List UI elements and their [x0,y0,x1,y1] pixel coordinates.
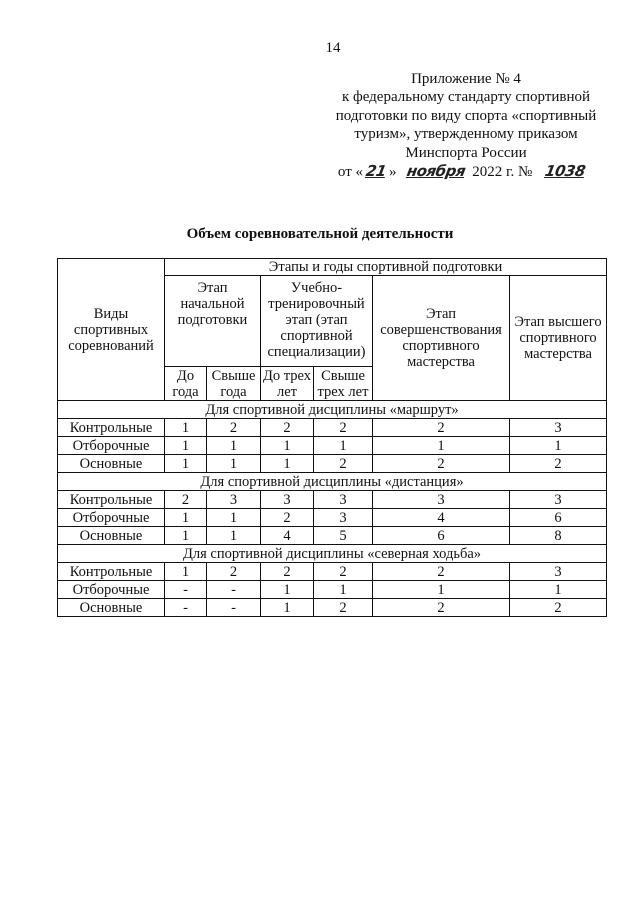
cell: 2 [314,419,373,437]
header-stage-initial: Этап начальной подготовки [165,276,261,367]
annex-line-1: к федеральному стандарту спортивной [341,89,591,106]
cell: 1 [314,437,373,455]
cell: 1 [165,509,207,527]
cell: 1 [207,509,261,527]
cell: 1 [207,527,261,545]
cell: 3 [510,491,607,509]
cell: 2 [510,455,607,473]
cell: 4 [373,509,510,527]
cell: 1 [165,563,207,581]
row-name: Контрольные [58,491,165,509]
cell: 2 [373,419,510,437]
cell: 3 [314,509,373,527]
cell: 1 [165,419,207,437]
cell: 2 [314,599,373,617]
cell: 2 [373,455,510,473]
cell: 2 [261,563,314,581]
cell: 3 [314,491,373,509]
cell: 2 [165,491,207,509]
annex-line-2: подготовки по виду спорта «спортивный [335,107,597,124]
table-row [58,581,607,599]
header-stages: Этапы и годы спортивной подготовки [165,259,607,276]
header-stage-highest: Этап высшего спортивного мастерства [510,276,607,401]
cell: 2 [261,509,314,527]
date-prefix: от « [337,164,364,181]
cell: 1 [261,581,314,599]
annex-line-4: Минспорта России [405,144,527,161]
cell: 1 [207,455,261,473]
header-row-stages [58,259,607,276]
row-name: Отборочные [58,437,165,455]
row-name: Основные [58,599,165,617]
cell: 1 [261,455,314,473]
cell: 1 [314,581,373,599]
handwritten-order-number: 1038 [543,162,587,181]
row-name: Отборочные [58,581,165,599]
cell: 8 [510,527,607,545]
cell: 1 [373,581,510,599]
cell: 1 [207,437,261,455]
row-name: Контрольные [58,419,165,437]
cell: 6 [373,527,510,545]
annex-block [330,70,602,181]
header-over-year: Свыше года [207,367,261,401]
header-competition-types: Виды спортивных соревнований [58,259,165,401]
cell: 2 [373,599,510,617]
annex-line-3: туризм», утвержденному приказом [354,126,578,143]
document-title: Объем соревновательной деятельности [186,226,454,242]
table-row [58,527,607,545]
row-name: Отборочные [58,509,165,527]
section-title: Для спортивной дисциплины «северная ходьба» [58,545,607,563]
table-row [58,437,607,455]
table-row [58,419,607,437]
date-year: 2022 г. № [472,164,533,181]
table-row [58,563,607,581]
table-row [58,491,607,509]
row-name: Основные [58,455,165,473]
cell: 1 [510,437,607,455]
header-up-to-three: До трех лет [261,367,314,401]
handwritten-day: 21 [364,162,388,181]
competition-volume-table [57,258,607,617]
cell: 2 [373,563,510,581]
annex-date-line [330,162,602,181]
header-up-to-year: До года [165,367,207,401]
cell: 1 [165,437,207,455]
cell: 2 [314,455,373,473]
annex-title: Приложение № 4 [411,71,521,87]
cell: 3 [207,491,261,509]
cell: 1 [165,527,207,545]
cell: 2 [207,419,261,437]
section-title: Для спортивной дисциплины «маршрут» [58,401,607,419]
date-day-close: » [389,164,397,181]
cell: - [207,599,261,617]
header-stage-training: Учебно-тренировочный этап (этап спортивной специализации) [261,276,373,367]
section-row [58,401,607,419]
cell: 2 [207,563,261,581]
table-row [58,455,607,473]
handwritten-month: ноября [405,162,467,181]
cell: 4 [261,527,314,545]
cell: 2 [510,599,607,617]
cell: 3 [373,491,510,509]
table-row [58,599,607,617]
cell: 3 [510,419,607,437]
table-row [58,509,607,527]
row-name: Контрольные [58,563,165,581]
section-row [58,473,607,491]
cell: 3 [510,563,607,581]
header-stage-improvement: Этап совершенствования спортивного мастерства [373,276,510,401]
cell: 3 [261,491,314,509]
cell: 2 [314,563,373,581]
row-name: Основные [58,527,165,545]
cell: - [165,581,207,599]
cell: 1 [261,599,314,617]
header-over-three: Свыше трех лет [314,367,373,401]
cell: 1 [510,581,607,599]
section-title: Для спортивной дисциплины «дистанция» [58,473,607,491]
cell: 5 [314,527,373,545]
section-row [58,545,607,563]
cell: - [165,599,207,617]
page-number: 14 [325,40,341,56]
cell: 6 [510,509,607,527]
cell: 2 [261,419,314,437]
cell: 1 [261,437,314,455]
cell: - [207,581,261,599]
cell: 1 [165,455,207,473]
cell: 1 [373,437,510,455]
